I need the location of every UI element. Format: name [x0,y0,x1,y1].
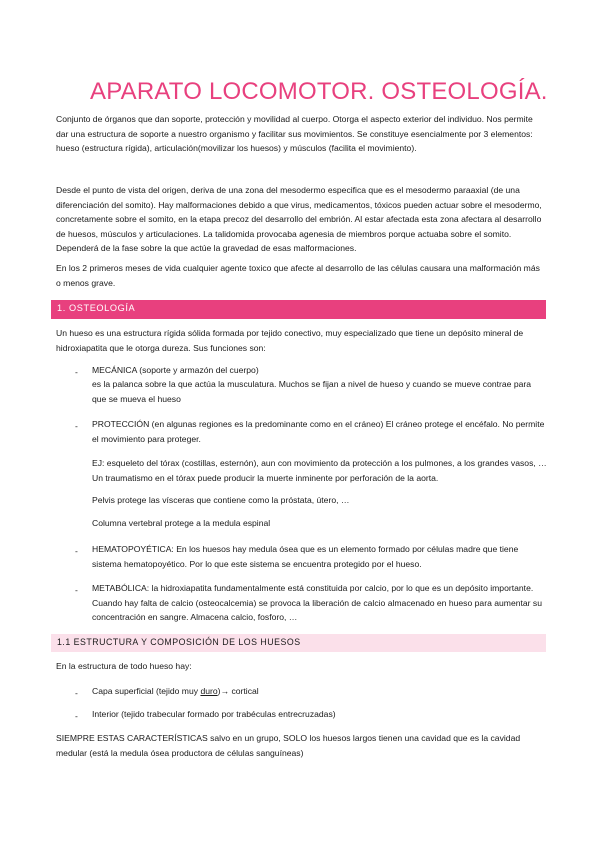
list-dash: - [75,585,78,595]
intro-paragraph-1: Conjunto de órganos que dan soporte, protección y movilidad al cuerpo. Otorga el aspecto exterior del individuo. Nos permite dar una estructura de soporte a nuestro organismo y facilitar sus movimientos. Se constituye esencialmente por 3 elementos: hueso (estructura rígida), articulación(movilizar los huesos) y músculos (facilita el movimiento). [56,114,533,153]
section-1-1-intro: En la estructura de todo hueso hay: [56,661,192,671]
intro-paragraph-3: En los 2 primeros meses de vida cualquier agente toxico que afecte al desarrollo de las células causara una malformación más o menos grave. [56,263,540,288]
structure-item-cortical-suffix: )→ cortical [217,686,259,696]
function-proteccion: PROTECCIÓN (en algunas regiones es la predominante como en el cráneo) El cráneo protege el encéfalo. No permite el movimiento para proteger. [92,419,545,444]
function-proteccion-example: EJ: esqueleto del tórax (costillas, esternón), aun con movimiento da protección a los pulmones, a los grandes vasos, … Un traumatismo en el tórax puede producir la muerte inminente por perforación de la aorta. [92,458,547,483]
list-dash: - [75,421,78,431]
section-1-intro: Un hueso es una estructura rígida sólida formada por tejido conectivo, muy especializado que tiene un depósito mineral de hidroxiapatita que le otorga dureza. Sus funciones son: [56,328,524,353]
section-1-1-closing: SIEMPRE ESTAS CARACTERÍSTICAS salvo en un grupo, SOLO los huesos largos tienen una cavidad que es la cavidad medular (está la medula ósea productora de células sanguíneas) [56,733,521,758]
structure-item-cortical [92,684,547,699]
list-dash: - [75,367,78,377]
function-metabolica: METABÓLICA: la hidroxiapatita fundamentalmente está constituida por calcio, por lo que es un depósito importante. Cuando hay falta de calcio (osteocalcemia) se provoca la liberación de calcio almacenado en hueso para aumentar su concentración en sangre. Almacena calcio, fosforo, … [92,583,543,622]
list-dash: - [75,688,78,698]
section-1-heading-band [51,300,546,319]
section-1-1-heading-band [51,634,546,652]
function-proteccion-pelvis: Pelvis protege las vísceras que contiene como la próstata, útero, … [92,495,350,505]
structure-item-cortical-text: Capa superficial (tejido muy [92,686,201,696]
function-proteccion-columna: Columna vertebral protege a la medula espinal [92,518,271,528]
structure-item-cortical-underlined: duro [200,686,218,696]
structure-item-trabecular: Interior (tejido trabecular formado por trabéculas entrecruzadas) [92,709,336,719]
function-hematopoyetica: HEMATOPOYÉTICA: En los huesos hay medula ósea que es un elemento formado por células madre que tiene sistema hematopoyético. Por lo que este sistema se encuentra protegido por el hueso. [92,544,519,569]
section-1-heading: 1. OSTEOLOGÍA [57,303,136,313]
intro-paragraph-2: Desde el punto de vista del origen, deriva de una zona del mesodermo especifica que es el mesodermo paraaxial (de una diferenciación del somito). Hay malformaciones debido a que virus, medicamentos, tóxicos pueden actuar sobre el mesodermo, concretamente sobre el somito, en la etapa precoz del desarrollo del embrión. Al estar afectada esta zona afectara al desarrollo de huesos, músculos y articulaciones. La talidomida provocaba agenesia de miembros porque actuaba sobre el somito. Dependerá de la fase sobre la que actúe la gravedad de esas malformaciones. [56,185,542,253]
function-mecanica-title: MECÁNICA (soporte y armazón del cuerpo) [92,365,259,375]
section-1-1-heading: 1.1 ESTRUCTURA Y COMPOSICIÓN DE LOS HUESOS [57,637,301,647]
document-title: APARATO LOCOMOTOR. OSTEOLOGÍA. [90,78,548,105]
function-mecanica-description: es la palanca sobre la que actúa la musculatura. Muchos se fijan a nivel de hueso y cuando se mueve contrae para que se mueva el hueso [92,379,532,404]
list-dash: - [75,711,78,721]
list-dash: - [75,546,78,556]
